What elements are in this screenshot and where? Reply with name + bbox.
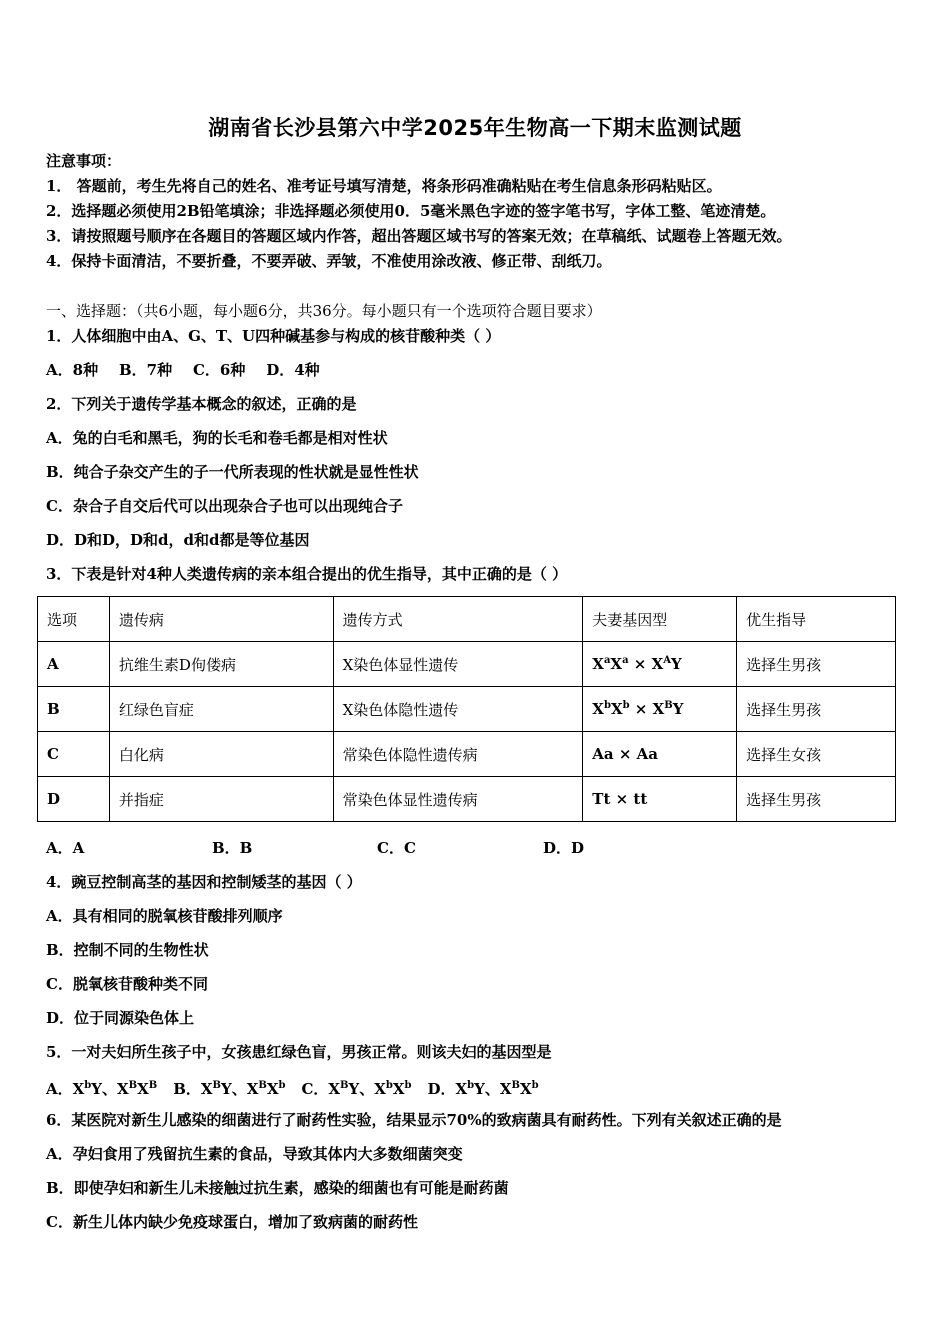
table-cell-option: C (38, 732, 110, 777)
q3-option-b: B．B (212, 839, 253, 857)
q4-option-c: C．脱氧核苷酸种类不同 (46, 975, 208, 993)
notice-item-1: 1． 答题前，考生先将自己的姓名、准考证号填写清楚，将条形码准确粘贴在考生信息条形码粘贴区。 (46, 177, 722, 195)
q4-option-b: B．控制不同的生物性状 (46, 941, 209, 959)
q3-table (37, 596, 896, 822)
table-row (38, 732, 896, 777)
q2-option-d: D．D和D，D和d，d和d都是等位基因 (46, 531, 310, 549)
table-cell-disease: 并指症 (109, 777, 333, 822)
table-header-cell: 夫妻基因型 (583, 597, 737, 642)
table-cell-guide: 选择生女孩 (737, 732, 896, 777)
q4-option-a: A．具有相同的脱氧核苷酸排列顺序 (46, 907, 283, 925)
table-row (38, 687, 896, 732)
table-cell-option: D (38, 777, 110, 822)
q1-stem: 1．人体细胞中由A、G、T、U四种碱基参与构成的核苷酸种类（ ） (46, 327, 501, 345)
q2-option-c: C．杂合子自交后代可以出现杂合子也可以出现纯合子 (46, 497, 403, 515)
page-title: 湖南省长沙县第六中学2025年生物高一下期末监测试题 (208, 116, 742, 140)
table-cell-option: B (38, 687, 110, 732)
table-cell-option: A (38, 642, 110, 687)
table-header-cell: 选项 (38, 597, 110, 642)
table-cell-mode: X染色体隐性遗传 (333, 687, 583, 732)
section-heading: 一、选择题：（共6小题，每小题6分，共36分。每小题只有一个选项符合题目要求） (46, 302, 602, 320)
q5-stem: 5．一对夫妇所生孩子中，女孩患红绿色盲，男孩正常。则该夫妇的基因型是 (46, 1043, 552, 1061)
q4-option-d: D．位于同源染色体上 (46, 1009, 195, 1027)
table-cell-guide: 选择生男孩 (737, 642, 896, 687)
table-cell-genotype: $X^aX^a \times X^AY$ (583, 642, 737, 687)
table-cell-disease: 抗维生素D佝偻病 (109, 642, 333, 687)
q3-options (46, 838, 584, 858)
table-cell-genotype: Tt × tt (583, 777, 737, 822)
table-header-cell: 遗传方式 (333, 597, 583, 642)
table-cell-disease: 红绿色盲症 (109, 687, 333, 732)
q4-stem: 4．豌豆控制高茎的基因和控制矮茎的基因（ ） (46, 873, 362, 891)
table-cell-genotype: $X^bX^b \times X^BY$ (583, 687, 737, 732)
q6-option-c: C．新生儿体内缺少免疫球蛋白，增加了致病菌的耐药性 (46, 1213, 418, 1231)
notice-heading: 注意事项： (46, 152, 122, 170)
q3-option-c: C．C (377, 839, 416, 857)
notice-item-4: 4．保持卡面清洁，不要折叠，不要弄破、弄皱，不准使用涂改液、修正带、刮纸刀。 (46, 252, 612, 270)
table-header-row (38, 597, 896, 642)
table-row (38, 642, 896, 687)
q1-options: A．8种 B．7种 C．6种 D．4种 (46, 361, 320, 379)
q2-stem: 2．下列关于遗传学基本概念的叙述，正确的是 (46, 395, 357, 413)
q6-option-a: A．孕妇食用了残留抗生素的食品，导致其体内大多数细菌突变 (46, 1145, 463, 1163)
q5-options: A．$X^bY$、$X^BX^B$ B．$X^BY$、$X^BX^b$ C．$X^BY$、$X^bX^b$ D．$X^bY$、$X^BX^b$ (46, 1080, 539, 1098)
q3-option-a: A．A (46, 839, 85, 857)
table-cell-mode: X染色体显性遗传 (333, 642, 583, 687)
q3-stem: 3．下表是针对4种人类遗传病的亲本组合提出的优生指导，其中正确的是（ ） (46, 565, 568, 583)
table-header-cell: 优生指导 (737, 597, 896, 642)
table-header-cell: 遗传病 (109, 597, 333, 642)
q3-option-d: D．D (543, 839, 585, 857)
q2-option-a: A．兔的白毛和黑毛，狗的长毛和卷毛都是相对性状 (46, 429, 388, 447)
table-cell-guide: 选择生男孩 (737, 687, 896, 732)
q2-option-b: B．纯合子杂交产生的子一代所表现的性状就是显性性状 (46, 463, 419, 481)
table-cell-guide: 选择生男孩 (737, 777, 896, 822)
table-cell-disease: 白化病 (109, 732, 333, 777)
q6-stem: 6．某医院对新生儿感染的细菌进行了耐药性实验，结果显示70%的致病菌具有耐药性。下列有关叙述正确的是 (46, 1111, 782, 1129)
table-cell-mode: 常染色体隐性遗传病 (333, 732, 583, 777)
table-cell-genotype: Aa × Aa (583, 732, 737, 777)
notice-item-3: 3．请按照题号顺序在各题目的答题区域内作答，超出答题区域书写的答案无效；在草稿纸、试题卷上答题无效。 (46, 227, 792, 245)
q6-option-b: B．即使孕妇和新生儿未接触过抗生素，感染的细菌也有可能是耐药菌 (46, 1179, 509, 1197)
table-cell-mode: 常染色体显性遗传病 (333, 777, 583, 822)
notice-item-2: 2．选择题必须使用2B铅笔填涂；非选择题必须使用0．5毫米黑色字迹的签字笔书写，字体工整、笔迹清楚。 (46, 202, 776, 220)
table-row (38, 777, 896, 822)
